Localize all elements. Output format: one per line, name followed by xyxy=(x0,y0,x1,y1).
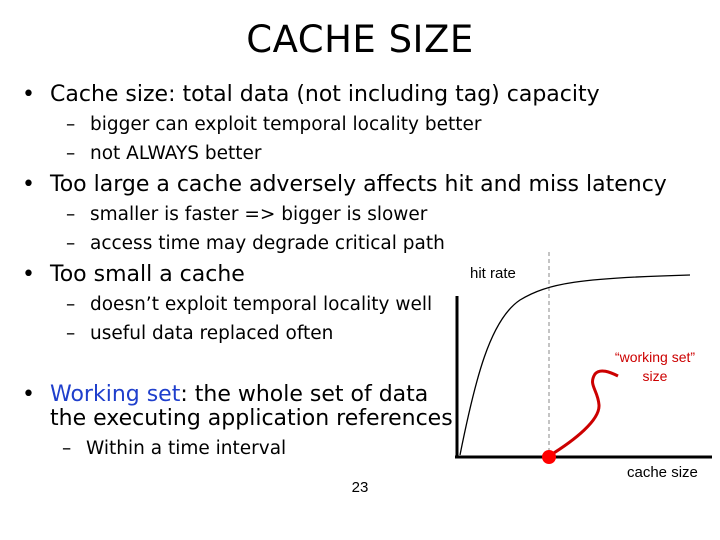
bullet-2-sub-2-text: access time may degrade critical path xyxy=(90,233,445,254)
dash-marker: – xyxy=(66,143,76,164)
hit-rate-curve xyxy=(460,275,690,455)
bullet-2-sub-1-text: smaller is faster => bigger is slower xyxy=(90,204,428,225)
x-axis-label: cache size xyxy=(627,464,698,481)
bullet-1-sub-2-text: not ALWAYS better xyxy=(90,143,262,164)
bullet-4-text: : the whole set of data xyxy=(180,382,429,407)
slide-title: CACHE SIZE xyxy=(246,18,474,61)
working-set-marker xyxy=(542,450,556,464)
bullet-marker: • xyxy=(22,262,35,287)
bullet-marker: • xyxy=(22,82,35,107)
working-set-annotation-line-1: “working set” xyxy=(614,349,696,365)
bullet-3-sub-1-text: doesn’t exploit temporal locality well xyxy=(90,294,433,315)
bullet-2-text: Too large a cache adversely affects hit and miss latency xyxy=(50,172,667,197)
dash-marker: – xyxy=(66,294,76,315)
working-set-term: Working set xyxy=(50,382,181,407)
bullet-1-text: Cache size: total data (not including tag) capacity xyxy=(50,82,600,107)
bullet-marker: • xyxy=(22,382,35,407)
working-set-annotation-line-2: size xyxy=(642,368,668,384)
bullet-1-sub-1-text: bigger can exploit temporal locality better xyxy=(90,114,482,135)
page-number: 23 xyxy=(351,479,369,496)
y-axis-label: hit rate xyxy=(470,265,516,282)
bullet-4-line-2: the executing application references xyxy=(50,406,453,431)
dash-marker: – xyxy=(66,204,76,225)
bullet-marker: • xyxy=(22,172,35,197)
dash-marker: – xyxy=(62,438,72,459)
dash-marker: – xyxy=(66,323,76,344)
dash-marker: – xyxy=(66,114,76,135)
dash-marker: – xyxy=(66,233,76,254)
bullet-3-text: Too small a cache xyxy=(50,262,245,287)
bullet-4-sub-1-text: Within a time interval xyxy=(86,438,287,459)
bullet-3-sub-2-text: useful data replaced often xyxy=(90,323,334,344)
